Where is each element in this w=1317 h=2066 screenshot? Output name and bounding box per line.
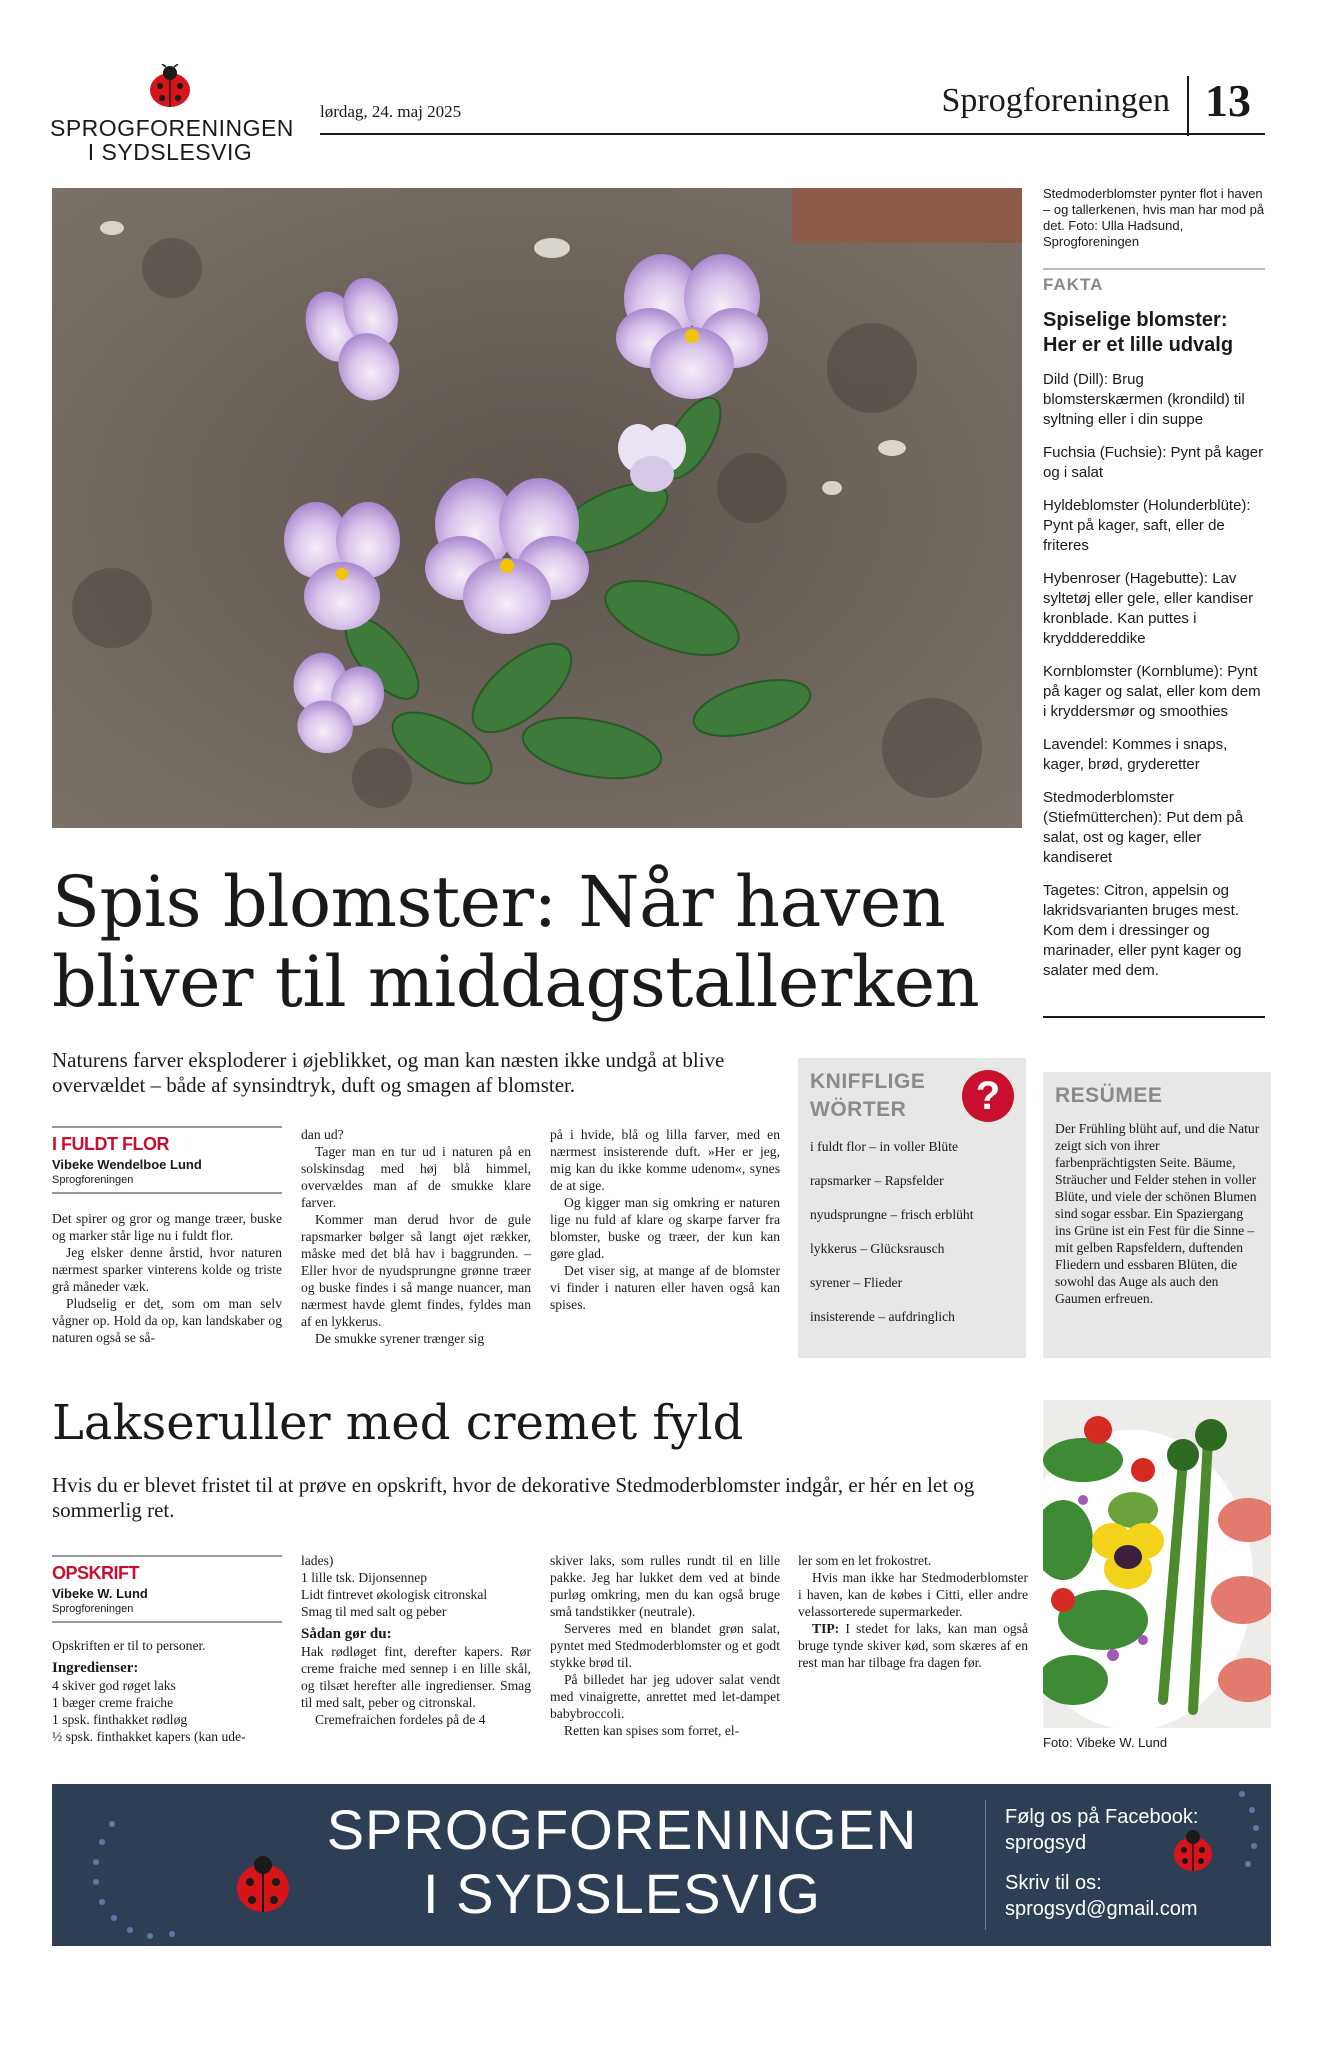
byline-rule [52, 1621, 282, 1623]
pansy-photo [52, 188, 1022, 828]
footer-banner [52, 1784, 1271, 1946]
article-column-2 [301, 1126, 531, 1347]
paragraph: Pludselig er det, som om man selv vågner op. Hold da op, kan landskaber og naturen også se så- [52, 1296, 282, 1345]
article-headline: Spis blomster: Når haven bliver til middagstallerken [52, 861, 980, 1023]
resumee-text: Der Frühling blüht auf, und die Natur zeigt sich von ihrer farbenprächtigsten Seite. Bäume, Sträucher und Felder stehen in voller Blüte, und viele der schönen Blumen sind sogar essbar. Ein Spaziergang ins Grüne ist ein Fest für die Sinne – mit gelben Rapsfeldern, duftenden Fliedern und essbaren Blüten, die sowohl das Auge als auch den Gaumen erfreuen. [1055, 1121, 1260, 1306]
footer-line-1: SPROGFORENINGEN [326, 1798, 918, 1861]
recipe-author: Vibeke W. Lund [52, 1586, 148, 1601]
ingredient: 1 lille tsk. Dijonsennep [301, 1570, 428, 1585]
resumee-box [1043, 1072, 1271, 1358]
section-name: Sprogforeningen [941, 82, 1170, 119]
fakta-title: Spiselige blomster: Her er et lille udvalg [1043, 309, 1234, 356]
byline-rule [52, 1192, 282, 1194]
vocab-item: rapsmarker – Rapsfelder [810, 1173, 944, 1188]
contact-email[interactable]: sprogsyd@gmail.com [1005, 1898, 1198, 1920]
write-prompt: Skriv til os: [1005, 1872, 1102, 1894]
paragraph: dan ud? [301, 1127, 344, 1142]
ingredient: 1 bæger creme fraiche [52, 1695, 174, 1710]
method-heading: Sådan gør du: [301, 1626, 392, 1642]
ingredients-heading: Ingredienser: [52, 1660, 139, 1676]
paragraph: Hak rødløget fint, derefter kapers. Rør creme fraiche med sennep i en lille skål, og tilsæt herefter alle ingredienser. Smag til med salt, peber og citronskal. [301, 1644, 531, 1710]
byline-rule [52, 1126, 282, 1128]
ladybug-icon [232, 1854, 294, 1916]
ingredient: 4 skiver god røget laks [52, 1678, 176, 1693]
ingredient: 1 spsk. finthakket rødløg [52, 1712, 188, 1727]
recipe-photo-caption: Foto: Vibeke W. Lund [1043, 1735, 1168, 1750]
question-mark-glyph: ? [975, 1074, 1001, 1118]
recipe-headline: Lakseruller med cremet fyld [52, 1395, 744, 1451]
masthead-logo [50, 64, 294, 165]
paragraph: Retten kan spises som forret, el- [564, 1723, 740, 1738]
paragraph: på i hvide, blå og lilla farver, med en nærmest insisterende duft. »Her er jeg, mig kan du ikke komme udenom«, synes de at sige. [550, 1127, 780, 1193]
recipe-intro: Opskriften er til to personer. [52, 1638, 206, 1653]
paragraph: På billedet har jeg udover salat vendt med vinaigrette, anrettet med let-dampet babybroccoli. [550, 1672, 780, 1721]
byline-rule [52, 1555, 282, 1557]
paragraph: skiver laks, som rulles rundt til en lille pakke. Jeg har lukket dem ved at binde purløg omkring, men du kan også bruge små tandstikker (neutrale). [550, 1553, 780, 1619]
vocab-item: insisterende – aufdringlich [810, 1309, 955, 1324]
fakta-item: Fuchsia (Fuchsie): Pynt på kager og i salat [1043, 444, 1264, 481]
vocab-item: lykkerus – Glücksrausch [810, 1241, 945, 1256]
article-column-3 [550, 1126, 780, 1313]
footer-org-name [302, 1798, 942, 1926]
ingredient: lades) [301, 1553, 334, 1568]
vocab-item: i fuldt flor – in voller Blüte [810, 1139, 958, 1154]
knifflige-woerter-box [798, 1058, 1026, 1358]
recipe-column-1 [52, 1637, 282, 1745]
author-org: Sprogforeningen [52, 1174, 134, 1186]
paragraph: Jeg elsker denne årstid, hvor naturen nærmest sparker vinterens kolde og triste grå måneder væk. [52, 1245, 282, 1294]
fakta-item: Stedmoderblomster (Stiefmütterchen): Put dem på salat, ost og kager, eller kandiseret [1043, 789, 1244, 866]
resumee-title: RESÜMEE [1055, 1084, 1163, 1107]
facebook-handle[interactable]: sprogsyd [1005, 1832, 1087, 1854]
fakta-item: Hybenroser (Hagebutte): Lav syltetøj eller gele, eller kandiser kronblade. Kan puttes i krydddereddike [1043, 570, 1254, 647]
knifflige-title-line: KNIFFLIGE [810, 1070, 926, 1093]
paragraph: Kommer man derud hvor de gule rapsmarker bølger så langt øjet rækker, måske med det blå hav i baggrunden. – Eller hvor de nyudsprungne grønne træer og buske findes i så mange nuancer, man nærmest havde glemt findes, fyldes man af en lykkerus. [301, 1212, 531, 1329]
fakta-top-rule [1043, 268, 1265, 270]
recipe-column-4 [798, 1552, 1028, 1671]
recipe-author-org: Sprogforeningen [52, 1603, 134, 1615]
article-byline-block [52, 1126, 282, 1194]
photo-caption: Stedmoderblomster pynter flot i haven – og tallerkenen, hvis man har mod på det. Foto: Ulla Hadsund, Sprogforeningen [1043, 186, 1265, 249]
paragraph: Serveres med en blandet grøn salat, pyntet med Stedmoderblomster og et godt stykke brød til. [550, 1621, 780, 1670]
recipe-column-2 [301, 1552, 531, 1728]
paragraph: Tager man en tur ud i naturen på en solskinsdag med høj blå himmel, overvældes man af de smukke klare farver. [301, 1144, 531, 1210]
decorative-dots [1202, 1784, 1271, 1946]
fakta-item: Lavendel: Kommes i snaps, kager, brød, gryderetter [1043, 736, 1228, 773]
paragraph: Hvis man ikke har Stedmoderblomster i haven, kan de købes i Citti, eller andre velassorterede supermarkeder. [798, 1570, 1028, 1619]
fakta-item: Dild (Dill): Brug blomsterskærmen (krondild) til syltning eller i din suppe [1043, 371, 1245, 428]
logo-line-1: SPROGFORENINGEN [50, 115, 294, 141]
paragraph [798, 1620, 1028, 1671]
paragraph: Cremefraichen fordeles på de 4 [315, 1712, 486, 1727]
fakta-label: FAKTA [1043, 275, 1104, 294]
ladybug-icon [146, 64, 194, 108]
footer-divider [985, 1800, 986, 1930]
recipe-column-3 [550, 1552, 780, 1739]
header-rule [320, 133, 1265, 135]
page-number: 13 [1205, 75, 1251, 126]
knifflige-title [810, 1068, 925, 1124]
recipe-byline-block [52, 1555, 282, 1623]
article-kicker: I FULDT FLOR [52, 1134, 169, 1154]
footer-line-2: I SYDSLESVIG [423, 1862, 821, 1925]
fakta-item: Kornblomster (Kornblume): Pynt på kager og salat, eller kom dem i kryddersmør og smoothies [1043, 663, 1261, 720]
ingredient: Lidt fintrevet økologisk citronskal [301, 1587, 488, 1602]
paragraph: Det spirer og gror og mange træer, buske og marker står lige nu i fuldt flor. [52, 1211, 282, 1243]
vocab-item: syrener – Flieder [810, 1275, 903, 1290]
ingredient: ½ spsk. finthakket kapers (kan ude- [52, 1729, 246, 1744]
recipe-kicker: OPSKRIFT [52, 1563, 140, 1583]
paragraph: ler som en let frokostret. [798, 1553, 932, 1568]
knifflige-list [810, 1138, 1020, 1342]
tip-label: TIP: [812, 1621, 840, 1636]
logo-line-2: I SYDSLESVIG [87, 139, 253, 165]
fakta-item: Hyldeblomster (Holunderblüte): Pynt på kager, saft, eller de friteres [1043, 497, 1251, 554]
paragraph: Det viser sig, at mange af de blomster vi finder i naturen eller haven også kan spises. [550, 1263, 780, 1312]
ingredient: Smag til med salt og peber [301, 1604, 447, 1619]
fakta-list [1043, 370, 1265, 994]
article-column-1 [52, 1210, 282, 1346]
question-mark-icon [962, 1070, 1014, 1122]
fakta-bottom-rule [1043, 1016, 1265, 1018]
knifflige-title-line: WÖRTER [810, 1098, 907, 1121]
vocab-item: nyudsprungne – frisch erblüht [810, 1207, 974, 1222]
issue-date: lørdag, 24. maj 2025 [320, 102, 462, 121]
author-name: Vibeke Wendelboe Lund [52, 1157, 202, 1172]
facebook-prompt: Følg os på Facebook: [1005, 1806, 1199, 1828]
fakta-item: Tagetes: Citron, appelsin og lakridsvarianten bruges mest. Kom dem i dressinger og marinader, eller pynt kager og salater med dem. [1043, 882, 1242, 979]
salmon-rolls-photo [1043, 1400, 1271, 1728]
header-divider [1187, 76, 1189, 136]
paragraph: Og kigger man sig omkring er naturen lige nu fuld af klare og skarpe farver fra blomster, buske og træer, der kun kan gøre glad. [550, 1195, 780, 1261]
recipe-lead: Hvis du er blevet fristet til at prøve en opskrift, hvor de dekorative Stedmoderblomster indgår, er hér en let og sommerlig ret. [52, 1473, 975, 1522]
article-lead: Naturens farver eksploderer i øjeblikket, og man kan næsten ikke undgå at blive overvældet – både af synsindtryk, duft og smagen af blomster. [52, 1048, 725, 1097]
tip-text: I stedet for laks, kan man også bruge tynde skiver kød, som skæres af en rest man har tilbage fra dagen før. [798, 1621, 1028, 1670]
paragraph: De smukke syrener trænger sig [315, 1331, 485, 1346]
